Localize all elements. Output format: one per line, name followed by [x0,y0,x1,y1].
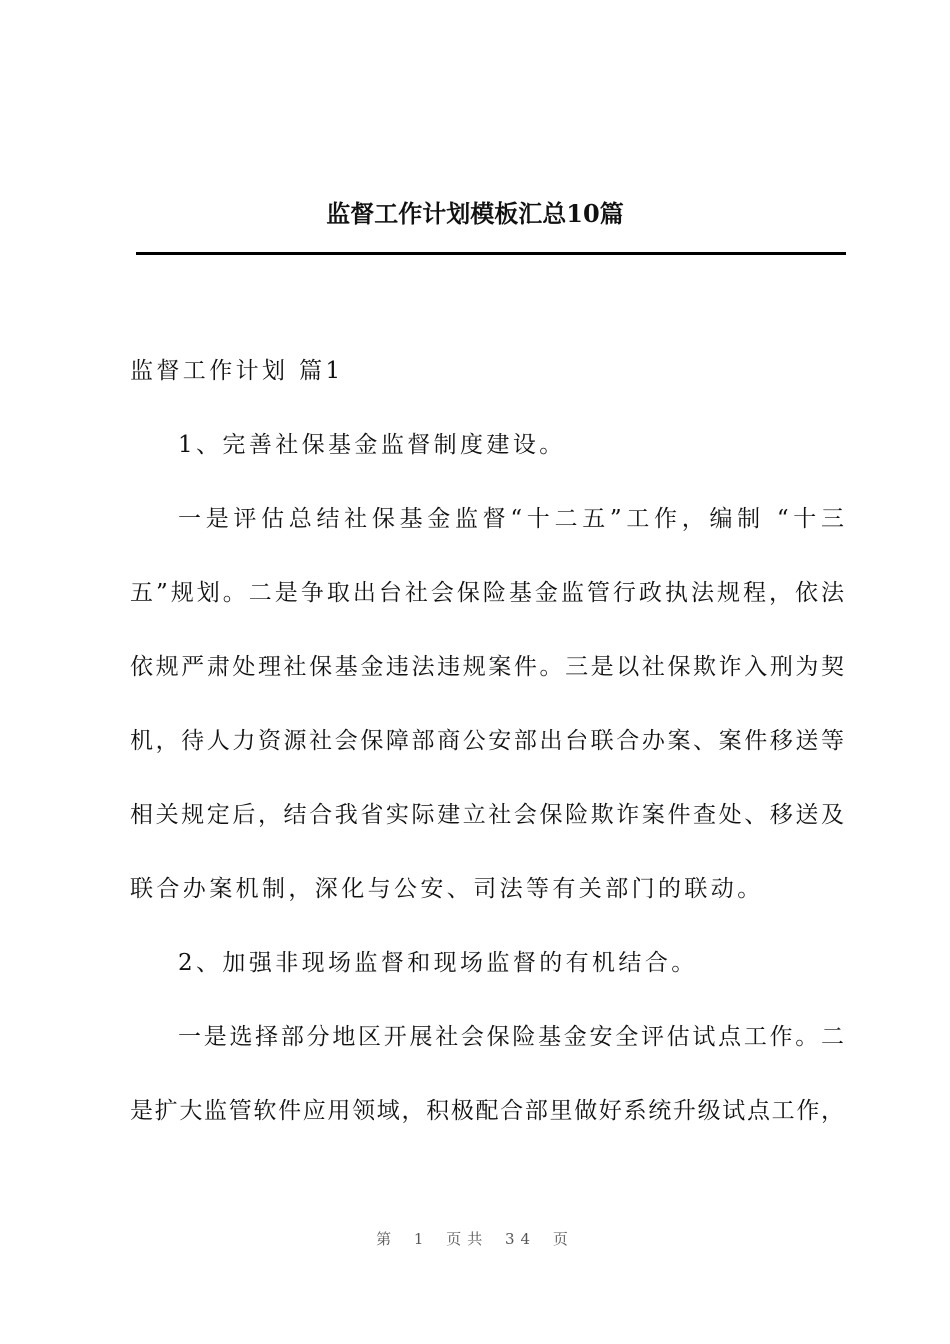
paragraph-line: 一是选择部分地区开展社会保险基金安全评估试点工作。二 [178,1024,844,1050]
paragraph-line: 相关规定后，结合我省实际建立社会保险欺诈案件查处、移送及 [130,802,844,828]
title-underline [136,252,846,255]
section-heading: 监督工作计划 篇1 [130,358,344,384]
subsection-heading: 1、完善社保基金监督制度建设。 [178,432,566,458]
document-title: 监督工作计划模板汇总10篇 [326,199,624,228]
document-body [130,334,844,1148]
paragraph-line: 五”规划。二是争取出台社会保险基金监管行政执法规程，依法 [130,580,844,606]
paragraph-line: 机，待人力资源社会保障部商公安部出台联合办案、案件移送等 [130,728,844,754]
page-footer: 第 1 页共 34 页 [376,1230,574,1248]
paragraph-line: 联合办案机制，深化与公安、司法等有关部门的联动。 [130,876,764,902]
paragraph-line: 依规严肃处理社保基金违法违规案件。三是以社保欺诈入刑为契 [130,654,844,680]
paragraph-line: 是扩大监管软件应用领域，积极配合部里做好系统升级试点工作， [130,1098,844,1124]
subsection-heading: 2、加强非现场监督和现场监督的有机结合。 [178,950,698,976]
paragraph-line: 一是评估总结社保基金监督“十二五”工作，编制 “十三 [178,506,844,532]
